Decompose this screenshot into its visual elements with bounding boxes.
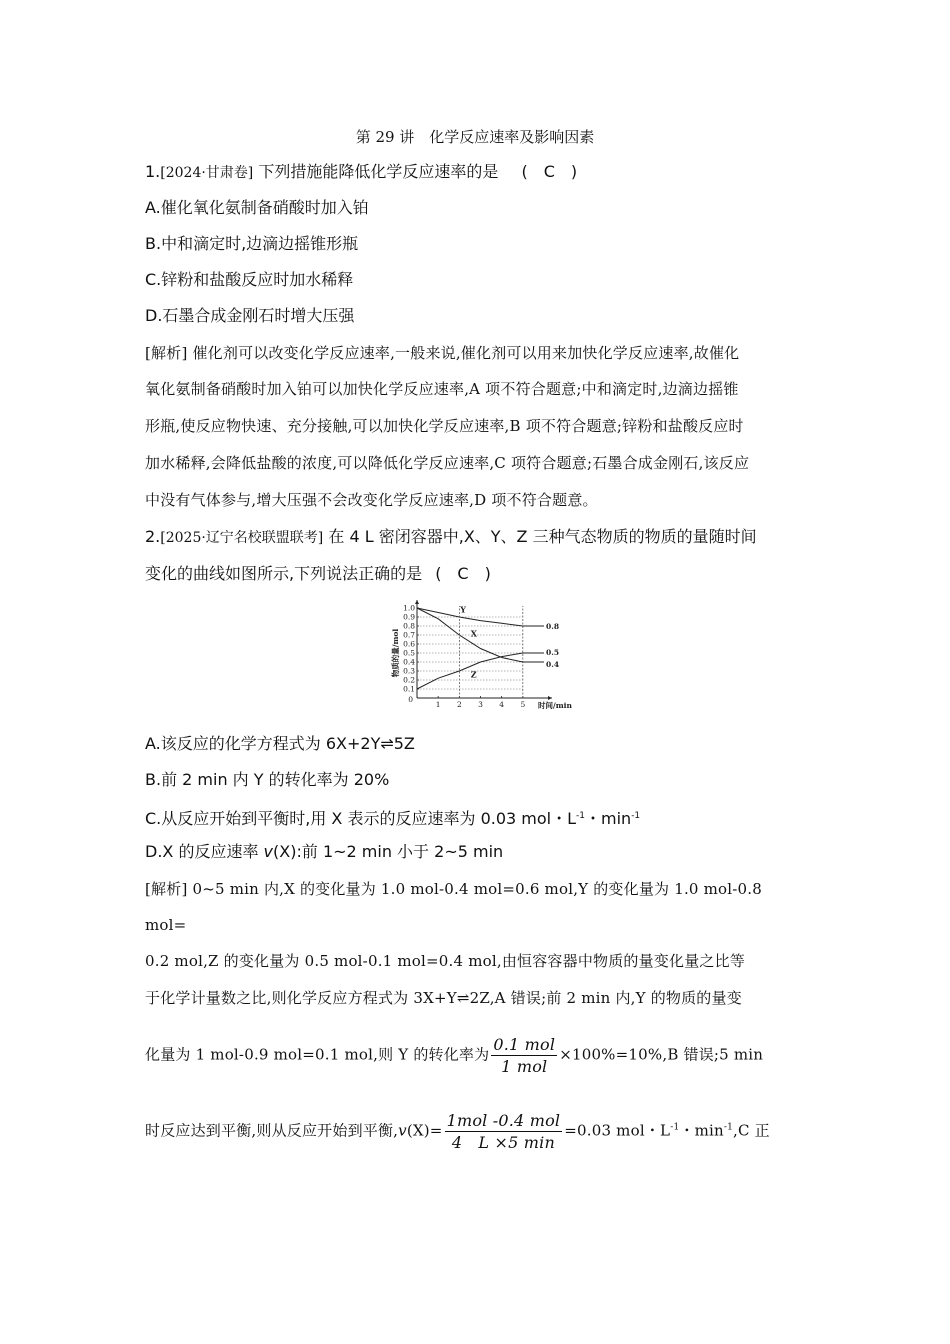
q2-stem-cont: [145, 563, 805, 585]
chart-ticks: [403, 604, 525, 710]
y-tick-label: 0.9: [403, 612, 415, 622]
y-tick-label: 0.2: [403, 675, 415, 685]
fraction-denominator: 1 mol: [501, 1057, 548, 1076]
q1-option-a: A.催化氧化氨制备硝酸时加入铂: [145, 198, 369, 217]
q2-stem-line2: 变化的曲线如图所示,下列说法正确的是: [145, 564, 423, 583]
x-axis-label: 时间/min: [538, 701, 572, 710]
q2-explanation-line: [解析] 0~5 min 内,X 的变化量为 1.0 mol-0.4 mol=0.6 mol,Y 的变化量为 1.0 mol-0.8: [145, 880, 762, 898]
explanation-text: =0.03 mol・L: [564, 1121, 671, 1140]
y-axis-label: 物质的量/mol: [391, 628, 400, 678]
explanation-text: 时反应达到平衡,则从反应开始到平衡,: [145, 1121, 399, 1140]
chart-reference-lines: [417, 606, 523, 698]
explanation-text: 化量为 1 mol-0.9 mol=0.1 mol,则 Y 的转化率为: [145, 1045, 490, 1064]
y-tick-label: 0.3: [403, 666, 415, 676]
q1-explanation-line: 氧化氨制备硝酸时加入铂可以加快化学反应速率,A 项不符合题意;中和滴定时,边滴边摇锥: [145, 380, 739, 398]
q2-explanation-line: 0.2 mol,Z 的变化量为 0.5 mol-0.1 mol=0.4 mol,由恒容容器中物质的量变化量之比等: [145, 952, 746, 970]
q2-option-d: [145, 841, 805, 863]
y-tick-label: 0.1: [403, 684, 415, 694]
y-tick-label: 1.0: [403, 603, 415, 613]
q1-explanation-line: 加水稀释,会降低盐酸的浓度,可以降低化学反应速率,C 项符合题意;石墨合成金刚石,该反应: [145, 454, 750, 472]
fraction-denominator: 4 L ×5 min: [451, 1133, 555, 1152]
y-axis-arrow: [415, 600, 419, 604]
q2-option-c: [145, 805, 805, 830]
page-title: 第 29 讲 化学反应速率及影响因素: [355, 128, 595, 146]
q2-explanation-line: mol=: [145, 916, 187, 934]
x-tick-label: 3: [478, 700, 483, 709]
explanation-text: ×100%=10%,B 错误;5 min: [559, 1045, 764, 1064]
exponent: -1: [723, 1122, 734, 1133]
x-tick-label: 4: [499, 700, 505, 709]
explanation-text: (X)=: [406, 1121, 443, 1140]
origin-label: 0: [408, 695, 413, 704]
fraction-numerator: 1mol -0.4 mol: [446, 1111, 561, 1130]
q2-source: [2025·辽宁名校联盟联考]: [160, 530, 324, 546]
x-tick-label: 1: [435, 700, 441, 709]
q1-option-d: D.石墨合成金刚石时增大压强: [145, 306, 355, 325]
end-value-label-z: 0.5: [546, 648, 560, 657]
q1-answer: ( C ): [521, 162, 578, 181]
y-tick-label: 0.4: [403, 657, 415, 667]
fraction-numerator: 0.1 mol: [493, 1035, 556, 1054]
explanation-text: ・min: [679, 1121, 724, 1140]
y-tick-label: 0.6: [403, 639, 415, 649]
y-tick-label: 0.5: [403, 648, 415, 658]
series-label-y: Y: [460, 604, 466, 615]
q2-explanation-line-fraction: [145, 1034, 805, 1077]
chart-series: [417, 608, 544, 689]
exponent: -1: [670, 1122, 680, 1133]
end-value-label-y: 0.8: [546, 622, 560, 631]
q2-option-c-unit: ・min: [585, 809, 632, 828]
q2-explanation-line: 于化学计量数之比,则化学反应方程式为 3X+Y⇌2Z,A 错误;前 2 min 内,Y 的物质的量变: [145, 989, 742, 1007]
q1-option-b: B.中和滴定时,边滴边摇锥形瓶: [145, 234, 359, 253]
q2-option-c-text: C.从反应开始到平衡时,用 X 表示的反应速率为 0.03 mol・L: [145, 809, 577, 828]
exponent: -1: [631, 811, 641, 821]
q1-explanation-line: 中没有气体参与,增大压强不会改变化学反应速率,D 项不符合题意。: [145, 491, 598, 509]
x-tick-label: 2: [456, 700, 462, 709]
rate-symbol: v: [398, 1121, 407, 1140]
series-label-z: Z: [470, 669, 477, 680]
q1-number: 1.: [145, 162, 161, 181]
end-value-label-x: 0.4: [546, 660, 560, 669]
exponent: -1: [576, 811, 585, 821]
q2-stem: [145, 526, 805, 549]
q1-stem: [145, 161, 805, 184]
q1-source: [2024·甘肃卷]: [160, 165, 254, 181]
y-tick-label: 0.7: [403, 630, 415, 640]
series-label-x: X: [470, 628, 478, 639]
x-tick-label: 5: [520, 700, 526, 709]
y-tick-label: 0.8: [403, 621, 415, 631]
rate-fraction: [445, 1110, 563, 1153]
q2-explanation-line-rate: [145, 1110, 805, 1153]
q2-answer: ( C ): [435, 564, 491, 583]
q2-option-b: B.前 2 min 内 Y 的转化率为 20%: [145, 770, 390, 789]
rate-symbol: v: [263, 842, 274, 861]
amount-time-chart: [385, 598, 572, 713]
conversion-fraction: [491, 1034, 557, 1077]
q2-stem-line1: 在 4 L 密闭容器中,X、Y、Z 三种气态物质的物质的量随时间: [328, 527, 757, 546]
q2-option-a: A.该反应的化学方程式为 6X+2Y⇌5Z: [145, 734, 415, 753]
q2-number: 2.: [145, 527, 161, 546]
q1-explanation-line: 形瓶,使反应物快速、充分接触,可以加快化学反应速率,B 项不符合题意;锌粉和盐酸反应时: [145, 417, 744, 435]
q2-option-d-text: D.X 的反应速率: [145, 842, 264, 861]
q1-stem-text: 下列措施能降低化学反应速率的是: [258, 162, 499, 181]
explanation-text: ,C 正: [733, 1121, 770, 1140]
x-axis-arrow: [548, 696, 552, 700]
q1-option-c: C.锌粉和盐酸反应时加水稀释: [145, 270, 354, 289]
q2-option-d-text-end: (X):前 1~2 min 小于 2~5 min: [273, 842, 504, 861]
q1-explanation-line: [解析] 催化剂可以改变化学反应速率,一般来说,催化剂可以用来加快化学反应速率,故催化: [145, 344, 740, 362]
